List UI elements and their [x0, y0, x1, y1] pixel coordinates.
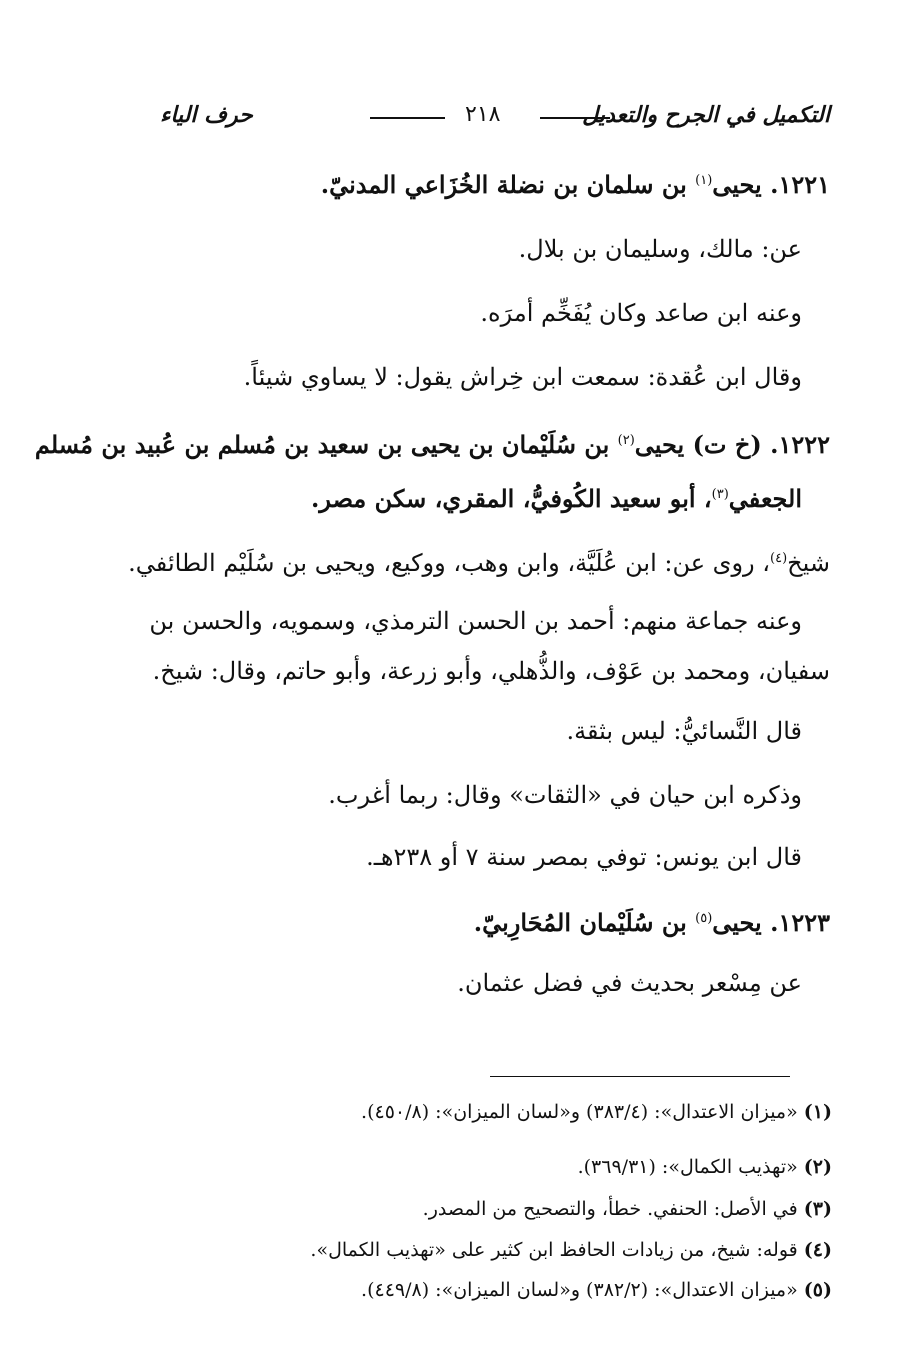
entry-1222-nasai: قال النَّسائيُّ: ليس بثقة. — [566, 717, 802, 745]
entry-kunya: ، أبو سعيد الكُوفيُّ، المقري، سكن مصر. — [310, 484, 712, 513]
entry-name: يحيى — [634, 430, 685, 459]
entry-1222-heading-cont — [311, 478, 802, 516]
entry-1223-teachers: عن مِسْعر بحديث في فضل عثمان. — [457, 969, 802, 997]
footnote-text: «تهذيب الكمال»: (٣٦٩/٣١). — [577, 1156, 798, 1178]
footnote-text: قوله: شيخ، من زيادات الحافظ ابن كثير على «تهذيب الكمال». — [310, 1239, 798, 1261]
page-number: ٢١٨ — [465, 102, 501, 127]
footnote-number: (٤) — [803, 1239, 832, 1261]
entry-1222-heading — [35, 424, 830, 462]
footnote-ref: (٤) — [770, 551, 788, 566]
entry-1222-teachers — [128, 542, 830, 580]
footnote-ref: (٣) — [711, 487, 729, 502]
entry-1221-statement: وقال ابن عُقدة: سمعت ابن خِراش يقول: لا يساوي شيئاً. — [243, 363, 802, 391]
entry-1221-heading — [321, 164, 830, 202]
footnote-separator — [490, 1076, 790, 1077]
footnote — [361, 1276, 832, 1304]
entry-1222-students: وعنه جماعة منهم: أحمد بن الحسن الترمذي، وسمويه، والحسن بن — [149, 607, 802, 635]
footnote-number: (٣) — [803, 1198, 832, 1220]
footnote-text: في الأصل: الحنفي. خطأ، والتصحيح من المصدر. — [422, 1198, 798, 1220]
entry-code: (خ ت) — [692, 430, 762, 459]
entry-lineage: بن سُلَيْمان بن يحيى بن سعيد بن مُسلم بن عُبيد بن مُسلم — [34, 430, 610, 459]
entry-1221-students: وعنه ابن صاعد وكان يُفَخِّم أمرَه. — [480, 299, 802, 327]
entry-lineage: بن سلمان بن نضلة الخُزَاعي المدنيّ. — [320, 170, 687, 199]
header-dash — [540, 117, 610, 119]
footnote-ref: (٥) — [695, 911, 713, 926]
running-header — [160, 98, 830, 132]
footnote — [423, 1195, 832, 1223]
entry-1222-students-cont: سفيان، ومحمد بن عَوْف، والذُّهلي، وأبو زرعة، وأبو حاتم، وقال: شيخ. — [152, 657, 830, 685]
entry-number: ١٢٢٢. — [770, 430, 830, 459]
entry-number: ١٢٢١. — [770, 170, 830, 199]
footnote — [361, 1098, 832, 1126]
entry-1221-teachers: عن: مالك، وسليمان بن بلال. — [518, 235, 802, 263]
footnote-text: «ميزان الاعتدال»: (٣٨٣/٤) و«لسان الميزان»: (٤٥٠/٨). — [361, 1101, 798, 1123]
entry-name: يحيى — [712, 908, 762, 937]
entry-1222-ibn-yunus: قال ابن يونس: توفي بمصر سنة ٧ أو ٢٣٨هـ. — [366, 843, 802, 871]
shaykh-word: شيخ — [787, 549, 830, 577]
footnote — [310, 1236, 832, 1264]
header-dash — [370, 117, 445, 119]
footnote-number: (٥) — [803, 1279, 832, 1301]
entry-nisba: الجعفي — [728, 484, 802, 513]
footnote-number: (١) — [803, 1101, 832, 1123]
footnote-text: «ميزان الاعتدال»: (٣٨٢/٢) و«لسان الميزان»: (٤٤٩/٨). — [361, 1279, 798, 1301]
entry-number: ١٢٢٣. — [770, 908, 830, 937]
chapter-title: حرف الياء — [160, 102, 253, 128]
footnote — [578, 1153, 832, 1181]
footnote-ref: (١) — [695, 173, 713, 188]
entry-1222-ibn-hibban: وذكره ابن حيان في «الثقات» وقال: ربما أغرب. — [328, 781, 802, 809]
entry-lineage: بن سُلَيْمان المُحَارِبيّ. — [473, 908, 687, 937]
entry-1223-heading — [474, 902, 830, 940]
footnote-number: (٢) — [803, 1156, 832, 1178]
footnote-ref: (٢) — [617, 433, 635, 448]
entry-name: يحيى — [712, 170, 762, 199]
book-title: التكميل في الجرح والتعديل — [582, 102, 830, 128]
teachers-list: ، روى عن: ابن عُلَيَّة، وابن وهب، ووكيع، ويحيى بن سُلَيْم الطائفي. — [128, 549, 771, 577]
